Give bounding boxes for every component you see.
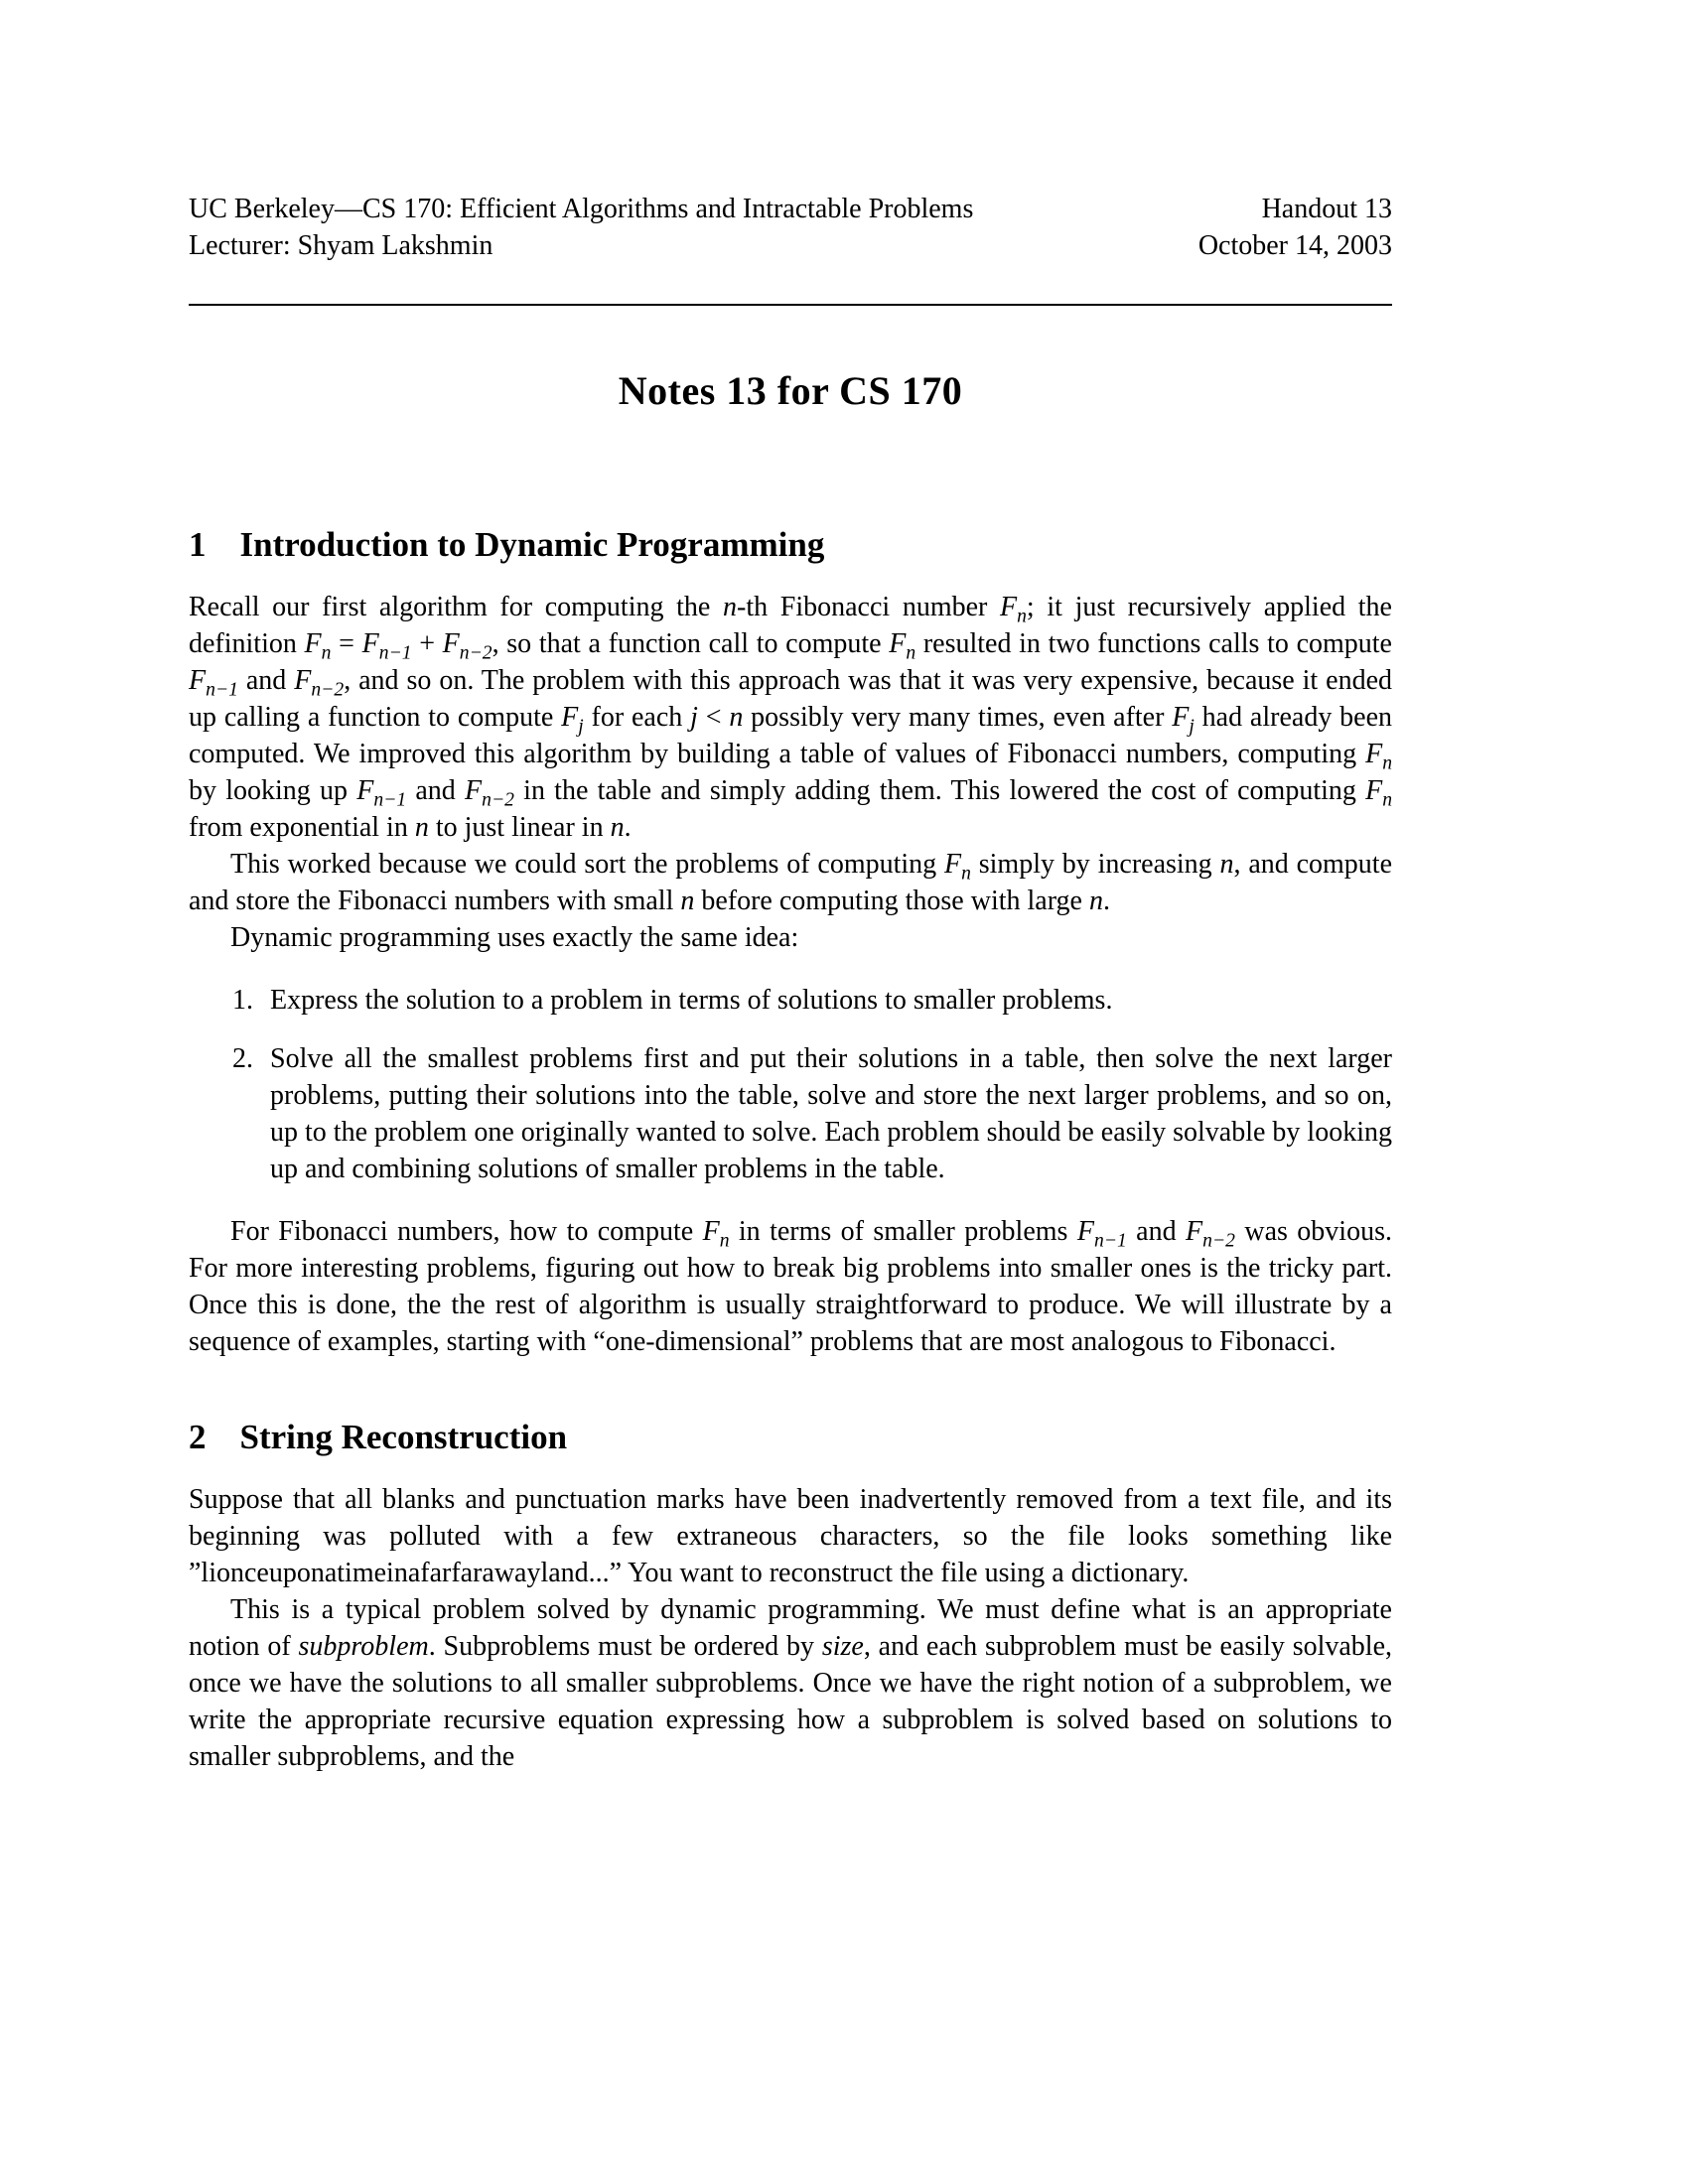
header-lecturer-line: Lecturer: Shyam Lakshmin xyxy=(189,230,493,261)
section-2-paragraph-1: Suppose that all blanks and punctuation marks have been inadvertently removed from a text file, and its beginning was polluted with a few extraneous characters, so the file looks something like ”lionceuponatimeinafarfarawayland...” You want to reconstruct the file using a dictionary. xyxy=(189,1484,1392,1588)
list-item-1-marker: 1. xyxy=(232,985,253,1016)
list-item-2 xyxy=(189,1040,1392,1187)
document-header xyxy=(189,191,1392,264)
document-page xyxy=(189,191,1392,1775)
section-1-number: 1 xyxy=(189,525,207,564)
section-1-paragraph-1: Recall our first algorithm for computing the n-th Fibonacci number $F_n$; it just recursively applied the definition $F_n = F_{n-1} + F_{n-2}$, so that a function call to compute $F_n$ resulted in two functions calls to compute $F_{n-1}$ and $F_{n-2}$, and so on. The problem with this approach was that it was very expensive, because it ended up calling a function to compute $F_j$ for each j < n possibly very many times, even after $F_j$ had already been computed. We improved this algorithm by building a table of values of Fibonacci numbers, computing $F_n$ by looking up $F_{n-1}$ and $F_{n-2}$ in the table and simply adding them. This lowered the cost of computing $F_n$ from exponential in n to just linear in n. xyxy=(189,592,1393,843)
page-title: Notes 13 for CS 170 xyxy=(618,368,963,413)
header-left-block xyxy=(189,191,973,264)
list-item-1 xyxy=(189,982,1392,1019)
section-1-heading xyxy=(189,525,1392,565)
list-item-2-marker: 2. xyxy=(232,1043,253,1074)
section-2-number: 2 xyxy=(189,1418,207,1456)
section-1-paragraph-3: Dynamic programming uses exactly the same idea: xyxy=(230,922,799,953)
list-item-2-text: Solve all the smallest problems first and put their solutions in a table, then solve the next larger problems, putting their solutions into the table, solve and store the next larger problems, and so on, up to the problem one originally wanted to solve. Each problem should be easily solvable by looking up and combining solutions of smaller problems in the table. xyxy=(270,1043,1392,1184)
header-date: October 14, 2003 xyxy=(1197,230,1392,261)
header-rule xyxy=(189,304,1392,306)
section-2-title: String Reconstruction xyxy=(239,1418,568,1456)
header-right-block xyxy=(1198,191,1392,264)
header-handout-number: Handout 13 xyxy=(1261,194,1392,224)
section-2-paragraph-2: This is a typical problem solved by dynamic programming. We must define what is an appropriate notion of subproblem. Subproblems must be ordered by size, and each subproblem must be easily solvable, once we have the solutions to all smaller subproblems. Once we have the right notion of a subproblem, we write the appropriate recursive equation expressing how a subproblem is solved based on solutions to smaller subproblems, and the xyxy=(189,1594,1393,1772)
list-item-1-text: Express the solution to a problem in terms of solutions to smaller problems. xyxy=(270,985,1113,1016)
section-1-title: Introduction to Dynamic Programming xyxy=(239,525,825,564)
section-2-heading xyxy=(189,1418,1392,1457)
section-1-paragraph-4: For Fibonacci numbers, how to compute $F_n$ in terms of smaller problems $F_{n-1}$ and $F_{n-2}$ was obvious. For more interesting problems, figuring out how to break big problems into smaller ones is the tricky part. Once this is done, the the rest of algorithm is usually straightforward to produce. We will illustrate by a sequence of examples, starting with “one-dimensional” problems that are most analogous to Fibonacci. xyxy=(189,1216,1392,1357)
ordered-list xyxy=(189,982,1392,1187)
section-1-paragraph-2: This worked because we could sort the problems of computing $F_n$ simply by increasing n, and compute and store the Fibonacci numbers with small n before computing those with large n. xyxy=(189,849,1393,916)
header-course-line: UC Berkeley—CS 170: Efficient Algorithms and Intractable Problems xyxy=(189,194,974,224)
